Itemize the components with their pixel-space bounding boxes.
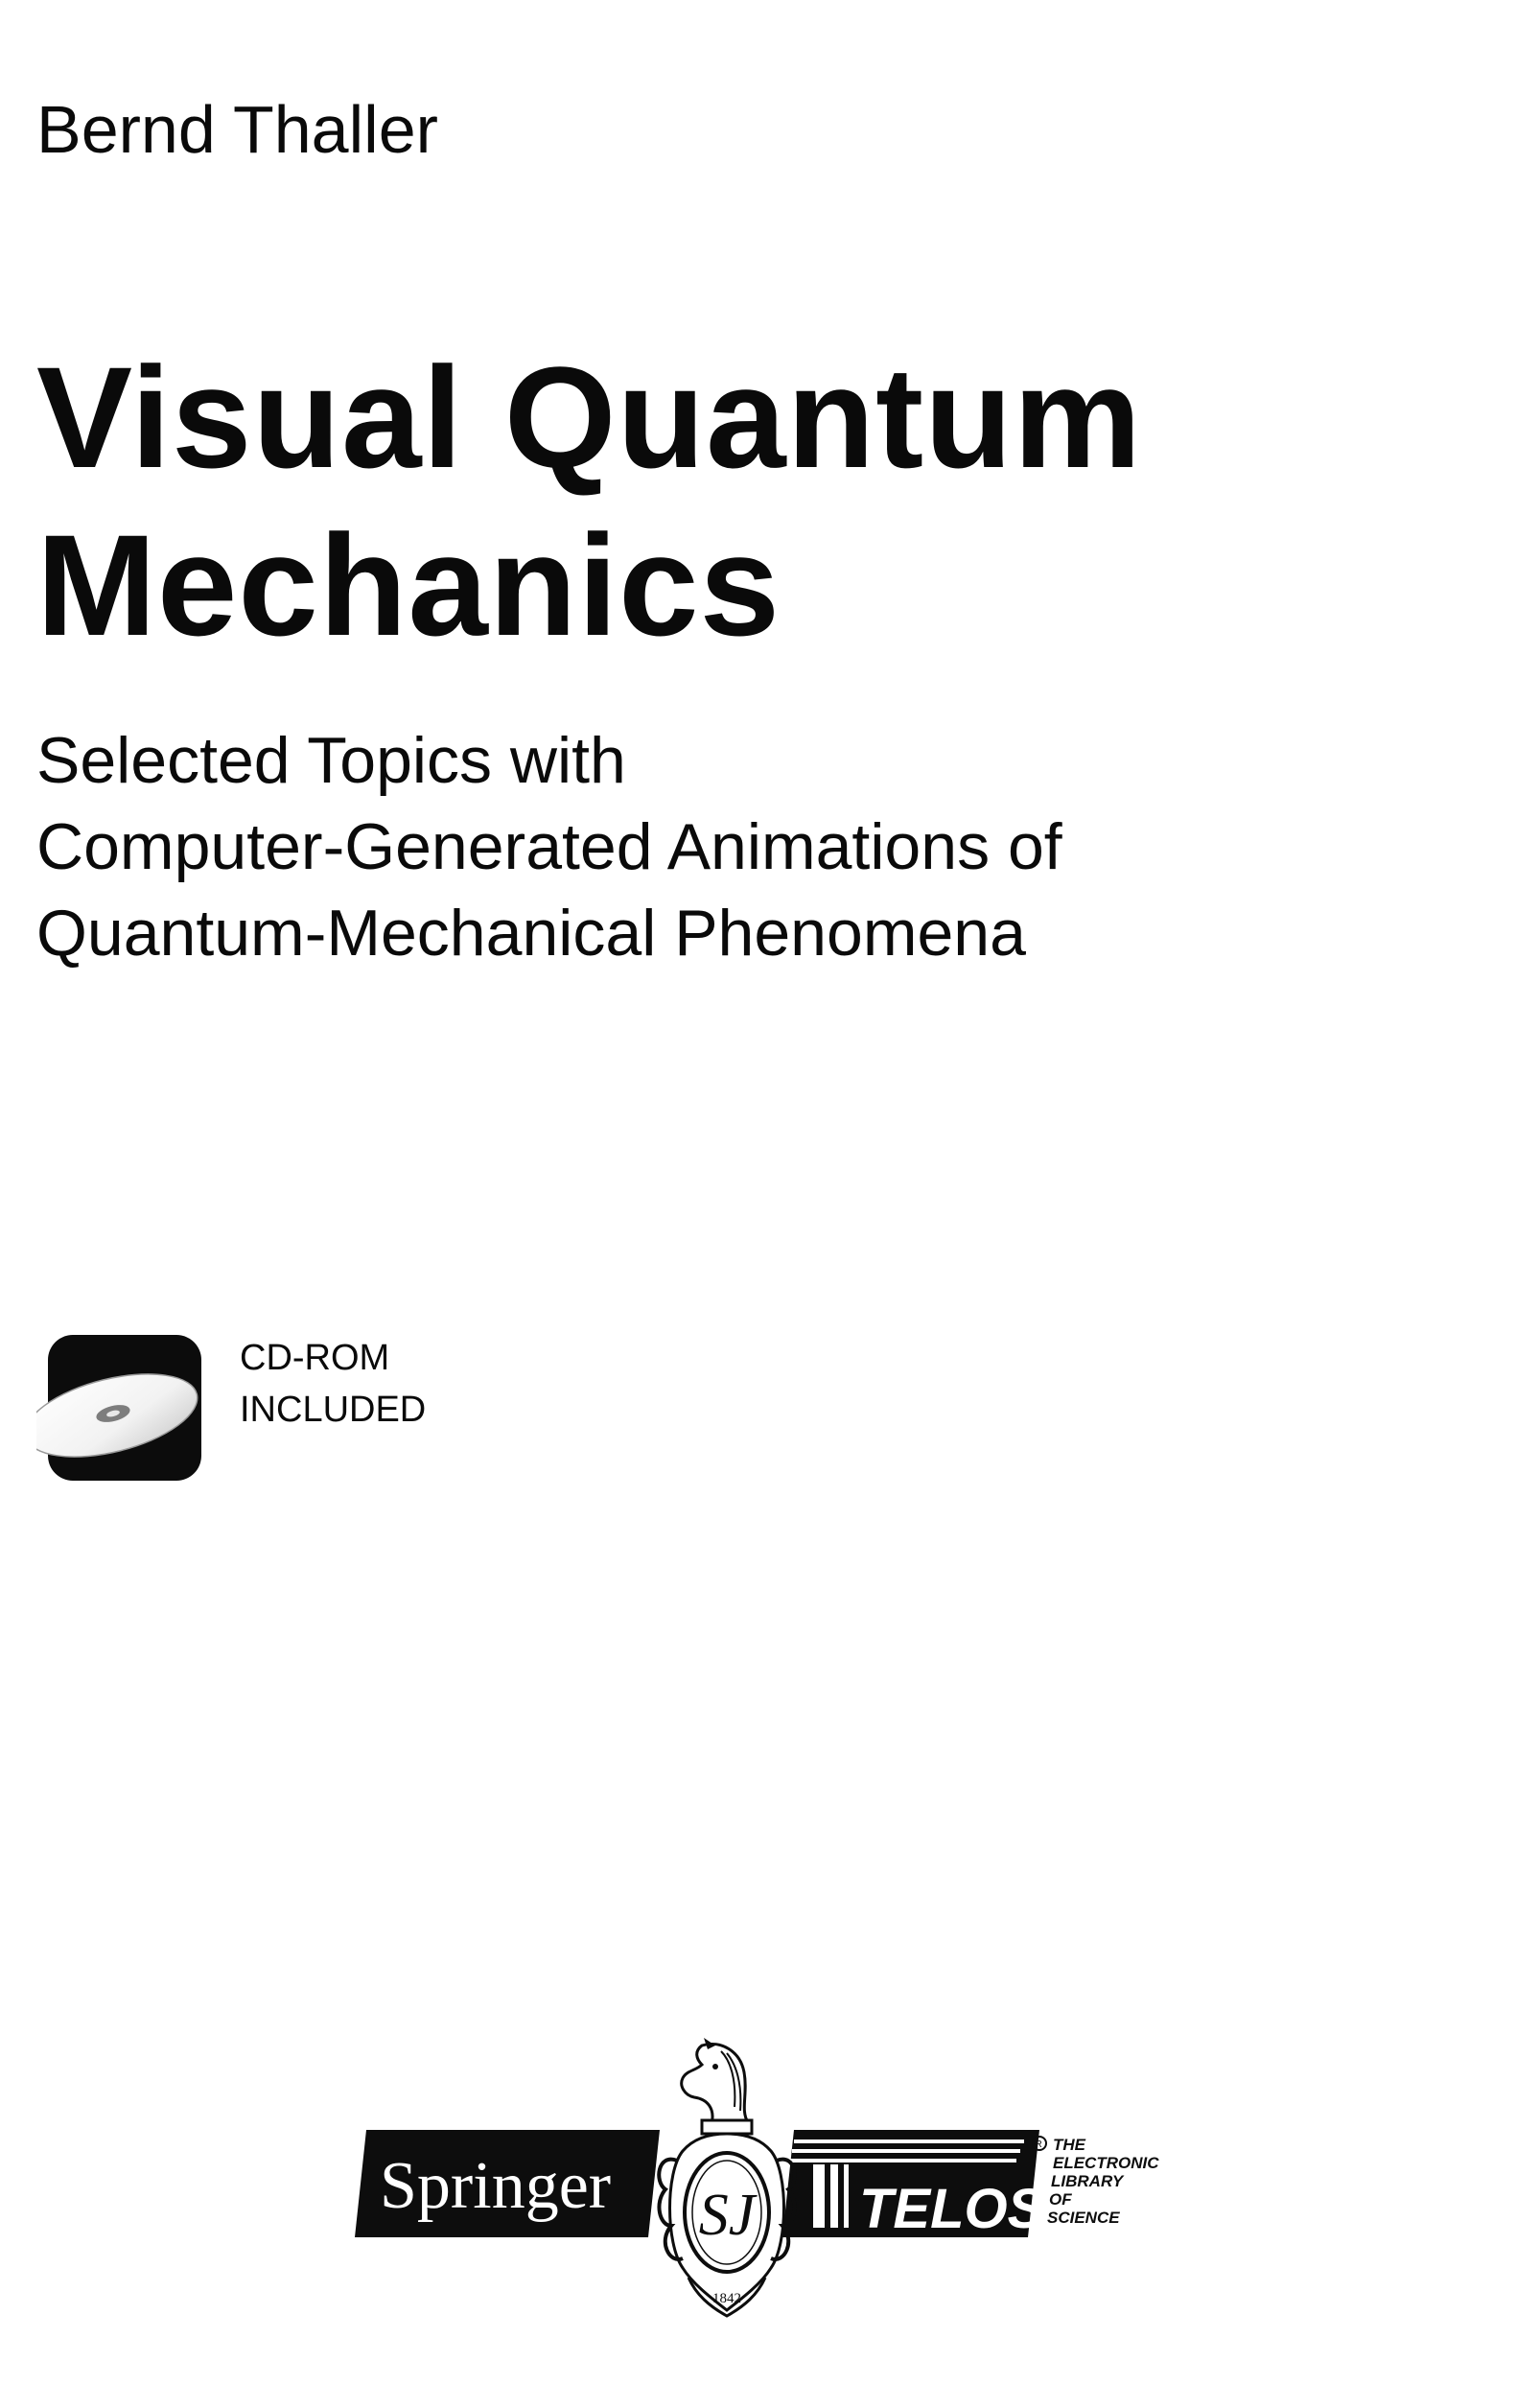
springer-telos-logo [345, 2038, 1170, 2326]
tagline-line-3: LIBRARY [1051, 2172, 1124, 2190]
cdrom-label-line-1: CD-ROM [240, 1338, 390, 1378]
subtitle-line-1: Selected Topics with [36, 724, 626, 797]
cd-disc-icon [36, 1335, 205, 1481]
telos-wordmark: TELOS [859, 2178, 1045, 2240]
cdrom-label-line-2: INCLUDED [240, 1390, 427, 1430]
author-name: Bernd Thaller [36, 92, 438, 167]
tagline-line-2: ELECTRONIC [1053, 2154, 1159, 2172]
springer-knight-seal-icon [659, 2038, 795, 2316]
tagline-line-1: THE [1053, 2136, 1085, 2154]
seal-year: 1842 [712, 2291, 741, 2306]
subtitle-line-3: Quantum-Mechanical Phenomena [36, 897, 1026, 970]
svg-text:SJ: SJ [698, 2183, 756, 2248]
book-title-line-1: Visual Quantum [36, 337, 1143, 498]
book-title [36, 334, 1142, 669]
springer-wordmark: Springer [380, 2149, 612, 2223]
cdrom-label [240, 1332, 426, 1436]
book-title-line-2: Mechanics [36, 504, 781, 666]
svg-text:R: R [1035, 2139, 1042, 2150]
tagline-line-4: OF [1049, 2190, 1072, 2209]
telos-tagline [1047, 2136, 1159, 2227]
subtitle-line-2: Computer-Generated Animations of [36, 810, 1062, 883]
tagline-line-5: SCIENCE [1047, 2209, 1120, 2227]
book-subtitle [36, 717, 1062, 976]
